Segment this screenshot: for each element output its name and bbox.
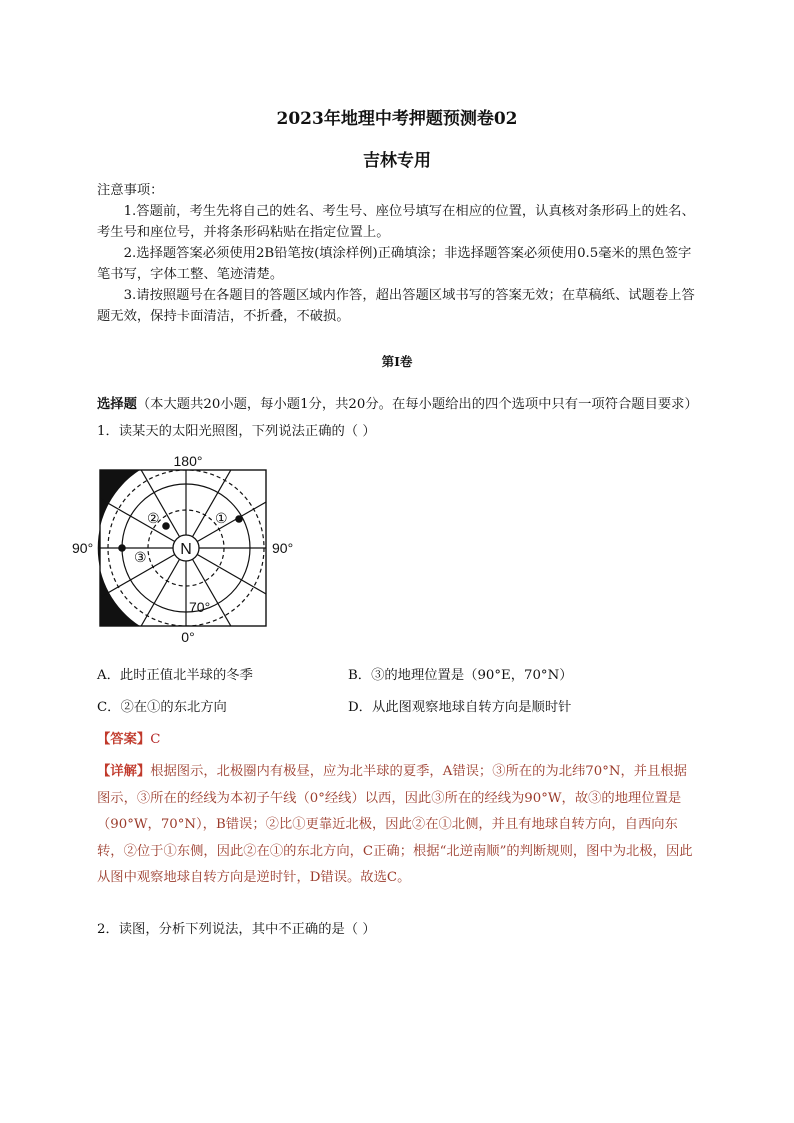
- answer-label: 【答案】: [97, 732, 151, 747]
- note-item-2: 2.选择题答案必须使用2B铅笔按(填涂样例)正确填涂；非选择题答案必须使用0.5毫米的黑色签字笔书写，字体工整、笔迹清楚。: [97, 246, 692, 282]
- q1-answer: [97, 728, 160, 747]
- q1-option-d: D．从此图观察地球自转方向是顺时针: [348, 700, 572, 715]
- label-left: 90°: [72, 540, 94, 556]
- note-item-1: 1.答题前，考生先将自己的姓名、考生号、座位号填写在相应的位置，认真核对条形码上的姓名、考生号和座位号，并将条形码粘贴在指定位置上。: [97, 204, 695, 240]
- point-2-label: ②: [147, 510, 160, 526]
- point-1-dot: [235, 515, 243, 523]
- point-1-label: ①: [215, 510, 228, 526]
- label-right: 90°: [272, 540, 294, 556]
- sunlight-polar-figure: [72, 452, 312, 648]
- choice-intro-text: （本大题共20小题，每小题1分，共20分。在每小题给出的四个选项中只有一项符合题目要求）: [136, 397, 698, 412]
- choice-intro-label: 选择题: [97, 397, 137, 412]
- point-3-dot: [118, 544, 126, 552]
- label-bottom: 0°: [181, 629, 195, 645]
- section-heading: 第Ⅰ卷: [381, 354, 413, 369]
- explain-label: 【详解】: [97, 764, 151, 779]
- q1-option-b: B．③的地理位置是（90°E，70°N）: [348, 668, 573, 683]
- q1-option-c: C．②在①的东北方向: [97, 700, 227, 715]
- explain-text: 根据图示，北极圈内有极昼，应为北半球的夏季，A错误；③所在的为北纬70°N，并且根据图示，③所在的经线为本初子午线（0°经线）以西，因此③所在的经线为90°W，故③的地理位置是（90°W，70°N），B错误；②比①更靠近北极，因此②在①北侧，并且有地球自转方向，自西向东转，②位于①东侧，因此②在①的东北方向，C正确；根据“北逆南顺”的判断规则，图中为北极，因此从图中观察地球自转方向是逆时针，D错误。故选C。: [97, 764, 693, 885]
- label-lat-70: 70°: [189, 599, 211, 615]
- page-subtitle: 吉林专用: [363, 151, 431, 171]
- answer-value: C: [150, 732, 161, 747]
- q1-stem: 1．读某天的太阳光照图，下列说法正确的（ ）: [97, 424, 376, 439]
- q2-stem: 2．读图，分析下列说法，其中不正确的是（ ）: [97, 922, 376, 937]
- point-3-label: ③: [134, 549, 147, 565]
- notes-heading: 注意事项：: [97, 183, 164, 198]
- page-title: 2023年地理中考押题预测卷02: [276, 109, 518, 129]
- point-2-dot: [162, 522, 170, 530]
- notes-block: [97, 180, 697, 327]
- pole-label: N: [180, 541, 192, 558]
- q1-explanation: [97, 759, 697, 892]
- choice-intro: [97, 393, 698, 412]
- label-top: 180°: [173, 453, 203, 469]
- note-item-3: 3.请按照题号在各题目的答题区域内作答，超出答题区域书写的答案无效；在草稿纸、试题卷上答题无效，保持卡面清洁，不折叠，不破损。: [97, 288, 695, 324]
- q1-option-a: A．此时正值北半球的冬季: [97, 668, 253, 683]
